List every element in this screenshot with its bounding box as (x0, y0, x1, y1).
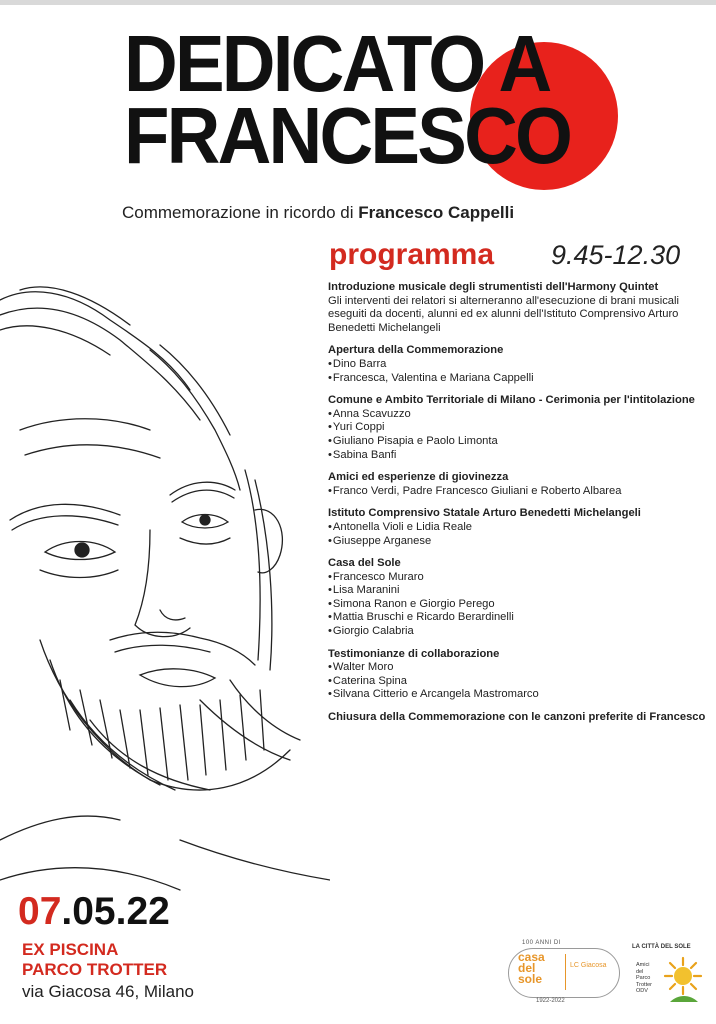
section-title: Amici ed esperienze di giovinezza (328, 471, 509, 484)
section-title: Casa del Sole (328, 557, 401, 570)
portrait-sketch (0, 280, 330, 900)
date-day: 07 (18, 890, 62, 933)
programme-section (328, 648, 706, 702)
section-description: Gli interventi dei relatori si alterneranno all'esecuzione di brani musicali eseguiti da docenti, alunni ed ex alunni dell'Istituto Comprensivo Arturo Benedetti Michelangeli (328, 294, 679, 334)
casa-logo-top-text: 100 ANNI DI (522, 940, 561, 946)
section-title: Introduzione musicale degli strumentisti dell'Harmony Quintet (328, 281, 659, 293)
speaker-item: • Francesca, Valentina e Mariana Cappelli (328, 372, 706, 386)
speaker-item: • Simona Ranon e Giorgio Perego (328, 598, 706, 612)
citta-logo-text: Amici del Parco Trotter ODV (636, 962, 652, 994)
section-title: Apertura della Commemorazione (328, 344, 504, 357)
venue-line-2: PARCO TROTTER (22, 960, 168, 979)
programme-section (328, 507, 706, 548)
programme-section (328, 557, 706, 639)
programme-label: programma (329, 238, 495, 271)
casa-logo-lc: LC Giacosa (570, 962, 607, 969)
speaker-item: • Walter Moro (328, 661, 706, 675)
programme-section (328, 344, 706, 385)
speaker-item: • Giuseppe Arganese (328, 535, 706, 549)
event-venue (22, 940, 167, 980)
speaker-item: • Mattia Bruschi e Ricardo Berardinelli (328, 611, 706, 625)
speaker-item: • Caterina Spina (328, 675, 706, 689)
programme-section (328, 471, 706, 498)
event-address: via Giacosa 46, Milano (22, 982, 194, 1001)
subtitle-prefix: Commemorazione in ricordo di (122, 203, 359, 222)
speaker-item: • Francesco Muraro (328, 571, 706, 585)
casa-logo-years: 1922-2022 (536, 998, 565, 1004)
casa-logo-divider (565, 954, 566, 990)
section-title: Testimonianze di collaborazione (328, 647, 500, 660)
speaker-item: • Giorgio Calabria (328, 625, 706, 639)
venue-line-1: EX PISCINA (22, 940, 119, 959)
speaker-item: • Lisa Maranini (328, 584, 706, 598)
speaker-item: • Antonella Violi e Lidia Reale (328, 521, 706, 535)
date-rest: .05.22 (61, 890, 170, 933)
programme-time: 9.45-12.30 (551, 240, 681, 270)
citta-del-sole-logo (632, 944, 712, 1010)
casa-del-sole-logo (508, 940, 620, 1006)
speaker-item: • Dino Barra (328, 358, 706, 372)
speaker-item: • Silvana Citterio e Arcangela Mastromarco (328, 688, 706, 702)
title-line-2: FRANCESCO (124, 91, 571, 180)
section-title: Chiusura della Commemorazione con le canzoni preferite di Francesco (328, 711, 706, 724)
title-line-1: DEDICATO A (124, 19, 550, 108)
subtitle-name: Francesco Cappelli (358, 203, 515, 222)
programme-section (328, 711, 706, 725)
programme-section (328, 394, 706, 462)
speaker-item: • Anna Scavuzzo (328, 408, 706, 422)
speaker-item: • Yuri Coppi (328, 421, 706, 435)
speaker-item: • Giuliano Pisapia e Paolo Limonta (328, 435, 706, 449)
casa-logo-name: casa del sole (518, 950, 545, 986)
sun-icon (658, 956, 708, 1006)
poster-title (124, 19, 571, 180)
subtitle (122, 203, 514, 223)
speaker-item: • Franco Verdi, Padre Francesco Giuliani e Roberto Albarea (328, 485, 706, 499)
top-border (0, 0, 716, 5)
speaker-item: • Sabina Banfi (328, 449, 706, 463)
programme-section (328, 281, 706, 335)
event-date (18, 890, 170, 934)
programme-list (328, 281, 706, 734)
citta-logo-title: LA CITTÀ DEL SOLE (632, 944, 691, 950)
section-title: Istituto Comprensivo Statale Arturo Benedetti Michelangeli (328, 507, 641, 520)
section-title: Comune e Ambito Territoriale di Milano - Cerimonia per l'intitolazione (328, 394, 695, 407)
